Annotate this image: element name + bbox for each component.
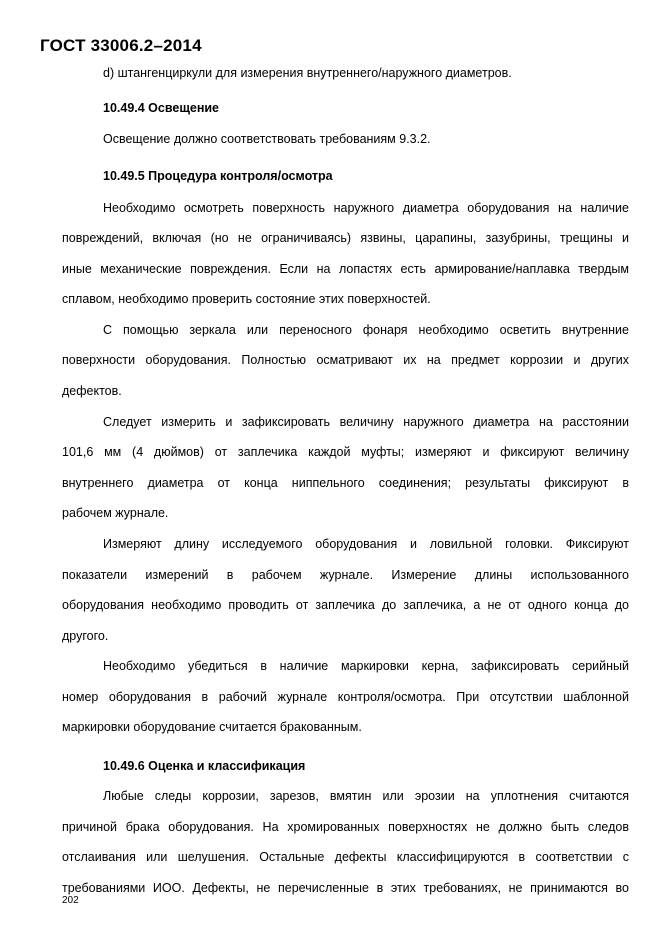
text-line: поверхности оборудования. Полностью осматривают их на предмет коррозии и других <box>62 353 629 367</box>
text-line: 101,6 мм (4 дюймов) от заплечика каждой муфты; измеряют и фиксируют величину <box>62 445 629 459</box>
text-line: отслаивания или шелушения. Остальные дефекты классифицируются в соответствии с <box>62 850 629 864</box>
text-line: иные механические повреждения. Если на лопастях есть армирование/наплавка твердым <box>62 262 629 276</box>
page-number: 202 <box>62 895 79 906</box>
text-line: причиной брака оборудования. На хромированных поверхностях не должно быть следов <box>62 820 629 834</box>
text-line: маркировки оборудование считается бракованным. <box>62 720 362 734</box>
text-line: номер оборудования в рабочий журнале контроля/осмотра. При отсутствии шаблонной <box>62 690 629 704</box>
section-heading-10-49-4: 10.49.4 Освещение <box>103 101 220 115</box>
paragraph-lighting: Освещение должно соответствовать требованиям 9.3.2. <box>103 132 431 146</box>
text-line: другого. <box>62 629 109 643</box>
text-line: сплавом, необходимо проверить состояние этих поверхностей. <box>62 292 431 306</box>
document-header-id: ГОСТ 33006.2–2014 <box>40 36 202 55</box>
text-line: внутреннего диаметра от конца ниппельного соединения; результаты фиксируют в <box>62 476 629 490</box>
text-line: рабочем журнале. <box>62 506 169 520</box>
text-line: Необходимо убедиться в наличие маркировки керна, зафиксировать серийный <box>103 659 629 673</box>
text-line: С помощью зеркала или переносного фонаря необходимо осветить внутренние <box>103 323 629 337</box>
text-line: оборудования необходимо проводить от заплечика до заплечика, а не от одного конца до <box>62 598 629 612</box>
text-line: повреждений, включая (но не ограничиваясь) язвины, царапины, зазубрины, трещины и <box>62 231 629 245</box>
text-line: дефектов. <box>62 384 122 398</box>
text-line: требованиями ИОО. Дефекты, не перечисленные в этих требованиях, не принимаются во <box>62 881 629 895</box>
text-line: Необходимо осмотреть поверхность наружного диаметра оборудования на наличие <box>103 201 629 215</box>
text-line: Измеряют длину исследуемого оборудования и ловильной головки. Фиксируют <box>103 537 629 551</box>
text-line: Следует измерить и зафиксировать величину наружного диаметра на расстоянии <box>103 415 629 429</box>
text-line: показатели измерений в рабочем журнале. Измерение длины использованного <box>62 568 629 582</box>
section-heading-10-49-5: 10.49.5 Процедура контроля/осмотра <box>103 169 333 183</box>
list-item-d: d) штангенциркули для измерения внутреннего/наружного диаметров. <box>103 66 512 80</box>
text-line: Любые следы коррозии, зарезов, вмятин или эрозии на уплотнения считаются <box>103 789 629 803</box>
section-heading-10-49-6: 10.49.6 Оценка и классификация <box>103 759 306 773</box>
